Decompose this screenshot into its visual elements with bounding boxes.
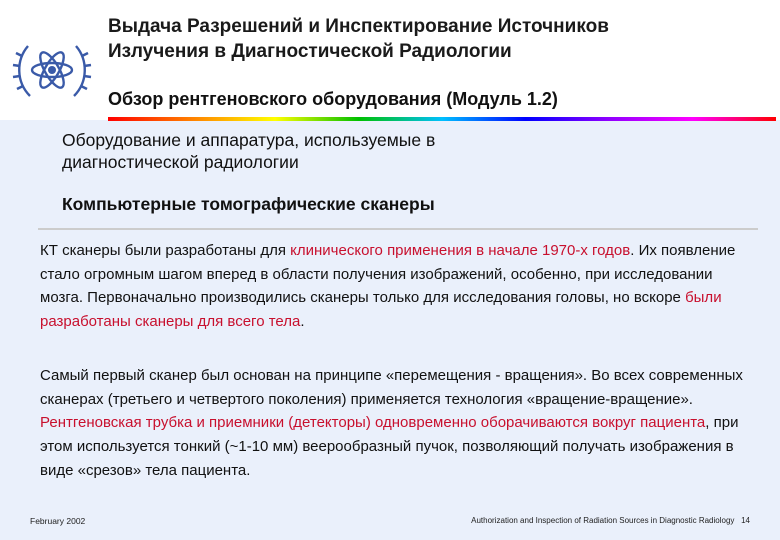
paragraph-1-text-1: КТ сканеры были разработаны для [40, 242, 291, 259]
iaea-atom-logo-icon [12, 30, 92, 110]
footer-course-title: Authorization and Inspection of Radiation Sources in Diagnostic Radiology [471, 516, 735, 525]
paragraph-1-text-2: . Их появление стало огромным шагом вперед в области получения изображений, особенно, при исследовании мозга. Первоначально производились сканеры только для исследования головы, но вскоре [40, 242, 736, 307]
paragraph-1 [40, 239, 755, 334]
paragraph-1-highlight-1: клинического применения в начале 1970-х годов [290, 242, 631, 259]
section-heading: Компьютерные томографические сканеры [62, 194, 435, 214]
topic-subtitle-line-2: диагностической радиологии [62, 152, 299, 172]
paragraph-2-text-1: Самый первый сканер был основан на принципе «перемещения - вращения». Во всех современных сканерах (третьего и четвертого поколения) применяется технология «вращение-вращение». [40, 367, 743, 408]
slide-title-line-1: Выдача Разрешений и Инспектирование Источников [108, 16, 609, 37]
footer-date: February 2002 [30, 516, 86, 526]
slide-title [108, 14, 768, 64]
paragraph-2-highlight-1: Рентгеновская трубка и приемники (детекторы) одновременно оборачиваются вокруг пациента [40, 414, 706, 432]
paragraph-2 [40, 364, 755, 483]
footer-course-info [471, 516, 750, 525]
paragraph-1-text-3: . [300, 313, 305, 331]
topic-subtitle [62, 129, 742, 173]
section-divider [38, 228, 758, 230]
paragraph-2-text-2: , при этом используется тонкий (~1-10 мм) веерообразный пучок, позволяющий получать изображения в виде «срезов» тела пациента. [40, 414, 739, 479]
topic-subtitle-line-1: Оборудование и аппаратура, используемые в [62, 130, 436, 150]
footer-page-number: 14 [741, 516, 750, 525]
rainbow-divider [108, 117, 776, 121]
module-subtitle: Обзор рентгеновского оборудования (Модуль 1.2) [108, 89, 558, 109]
paragraph-1-highlight-2: были разработаны сканеры для всего тела [40, 289, 722, 331]
slide-title-line-2: Излучения в Диагностической Радиологии [108, 41, 512, 62]
